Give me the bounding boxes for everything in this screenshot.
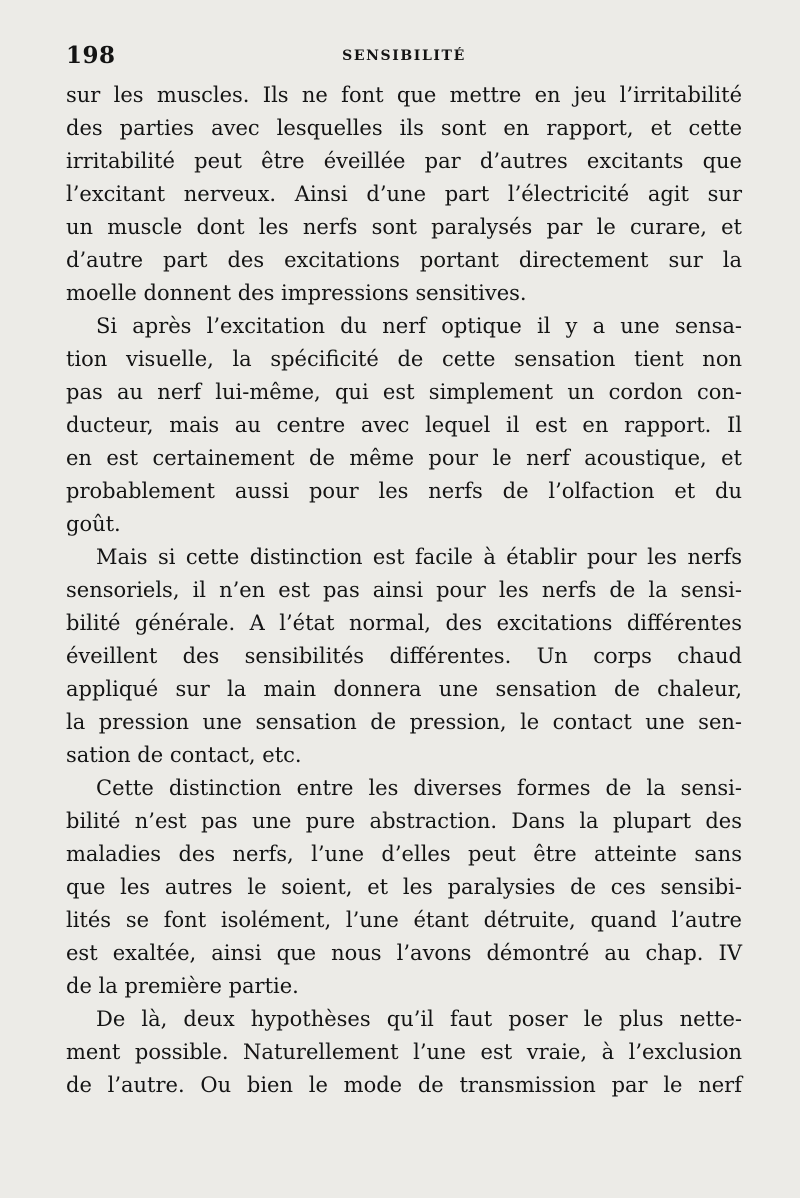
- text-line: des parties avec lesquelles ils sont en rapport, et cette: [66, 116, 742, 140]
- text-line: sur les muscles. Ils ne font que mettre en jeu l’irritabilité: [66, 83, 742, 107]
- paragraph: [66, 1003, 742, 1102]
- text-line: Si après l’excitation du nerf optique il y a une sensa-: [96, 314, 742, 338]
- text-line: sation de contact, etc.: [66, 743, 302, 767]
- text-line: Cette distinction entre les diverses formes de la sensi-: [96, 776, 742, 800]
- text-line: maladies des nerfs, l’une d’elles peut être atteinte sans: [66, 842, 742, 866]
- text-line: lités se font isolément, l’une étant détruite, quand l’autre: [66, 908, 742, 932]
- page-number: 198: [66, 42, 116, 69]
- paragraph: [66, 310, 742, 541]
- text-line: ment possible. Naturellement l’une est vraie, à l’exclusion: [66, 1040, 742, 1064]
- paragraph: [66, 772, 742, 1003]
- text-line: la pression une sensation de pression, le contact une sen-: [66, 710, 742, 734]
- page-header: [66, 42, 742, 72]
- paragraph: [66, 79, 742, 310]
- text-line: en est certainement de même pour le nerf acoustique, et: [66, 446, 742, 470]
- paragraph: [66, 541, 742, 772]
- text-line: éveillent des sensibilités différentes. Un corps chaud: [66, 644, 742, 668]
- text-line: probablement aussi pour les nerfs de l’olfaction et du: [66, 479, 742, 503]
- text-line: appliqué sur la main donnera une sensation de chaleur,: [66, 677, 742, 701]
- text-line: moelle donnent des impressions sensitives.: [66, 281, 527, 305]
- text-line: sensoriels, il n’en est pas ainsi pour les nerfs de la sensi-: [66, 578, 742, 602]
- text-line: ducteur, mais au centre avec lequel il est en rapport. Il: [66, 413, 742, 437]
- text-line: goût.: [66, 512, 121, 536]
- text-line: d’autre part des excitations portant directement sur la: [66, 248, 742, 272]
- text-line: Mais si cette distinction est facile à établir pour les nerfs: [96, 545, 742, 569]
- text-line: irritabilité peut être éveillée par d’autres excitants que: [66, 149, 742, 173]
- text-line: est exaltée, ainsi que nous l’avons démontré au chap. IV: [66, 941, 742, 965]
- text-line: pas au nerf lui-même, qui est simplement un cordon con-: [66, 380, 742, 404]
- running-title: SENSIBILITÉ: [342, 48, 466, 64]
- text-line: bilité n’est pas une pure abstraction. Dans la plupart des: [66, 809, 742, 833]
- text-line: De là, deux hypothèses qu’il faut poser le plus nette-: [96, 1007, 742, 1031]
- text-line: que les autres le soient, et les paralysies de ces sensibi-: [66, 875, 742, 899]
- text-line: l’excitant nerveux. Ainsi d’une part l’électricité agit sur: [66, 182, 742, 206]
- text-line: bilité générale. A l’état normal, des excitations différentes: [66, 611, 742, 635]
- text-line: un muscle dont les nerfs sont paralysés par le curare, et: [66, 215, 742, 239]
- body-text: [66, 79, 742, 1102]
- text-line: de l’autre. Ou bien le mode de transmission par le nerf: [66, 1073, 742, 1097]
- text-line: de la première partie.: [66, 974, 299, 998]
- text-line: tion visuelle, la spécificité de cette sensation tient non: [66, 347, 742, 371]
